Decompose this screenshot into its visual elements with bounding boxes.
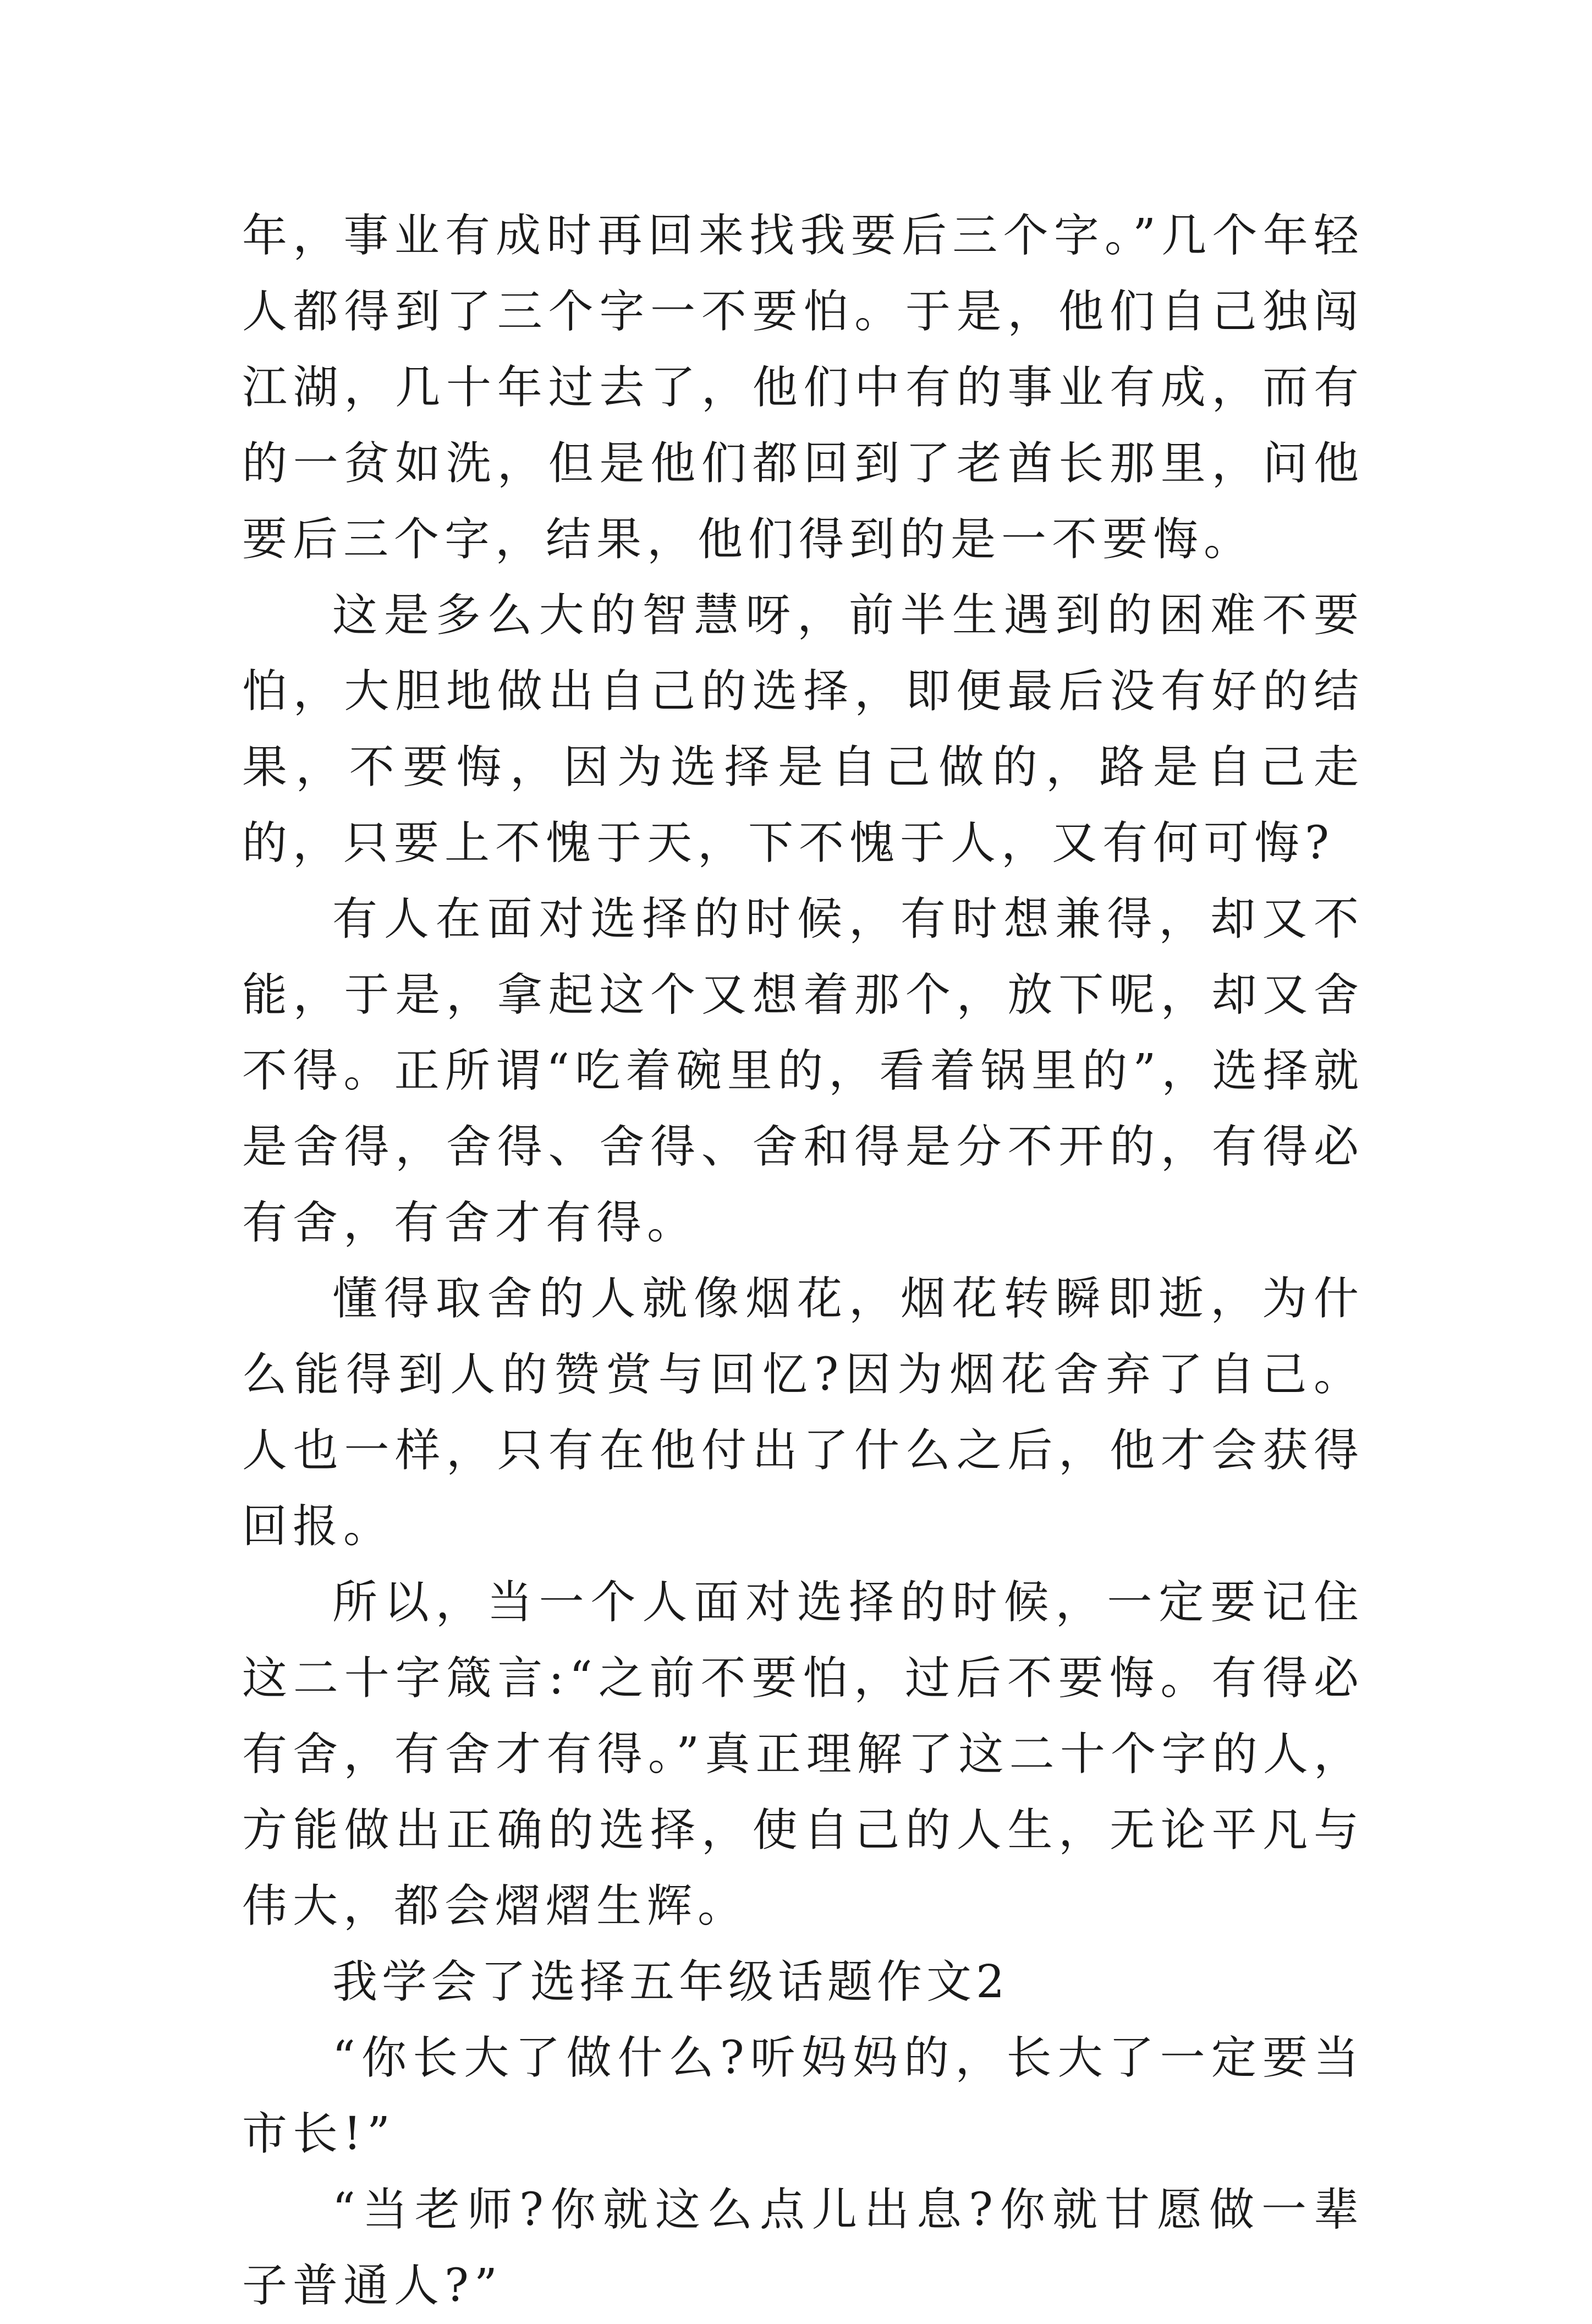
paragraph-conclusion: 所以，当一个人面对选择的时候，一定要记住这二十字箴言:“之前不要怕，过后不要悔。有得必有舍，有舍才有得。”真正理解了这二十个字的人，方能做出正确的选择，使自己的人生，无论平凡与伟大，都会熠熠生辉。 xyxy=(242,1576,1364,1932)
paragraph-fireworks: 懂得取舍的人就像烟花，烟花转瞬即逝，为什么能得到人的赞赏与回忆?因为烟花舍弃了自己。人也一样，只有在他付出了什么之后，他才会获得回报。 xyxy=(242,1273,1364,1553)
paragraph-wisdom: 这是多么大的智慧呀，前半生遇到的困难不要怕，大胆地做出自己的选择，即便最后没有好的结果，不要悔，因为选择是自己做的，路是自己走的，只要上不愧于天，下不愧于人，又有何可悔? xyxy=(242,589,1364,869)
document-body xyxy=(242,198,1364,2324)
essay-title: 我学会了选择五年级话题作文2 xyxy=(332,1956,1009,2008)
paragraph-choice: 有人在面对选择的时候，有时想兼得，却又不能，于是，拿起这个又想着那个，放下呢，却又舍不得。正所谓“吃着碗里的，看着锅里的”，选择就是舍得，舍得、舍得、舍和得是分不开的，有得必有舍，有舍才有得。 xyxy=(242,893,1364,1249)
quote-mayor: “你长大了做什么?听妈妈的，长大了一定要当市长!” xyxy=(242,2032,1364,2160)
quote-teacher: “当老师?你就这么点儿出息?你就甘愿做一辈子普通人?” xyxy=(242,2184,1364,2312)
paragraph-continuation: 年，事业有成时再回来找我要后三个字。”几个年轻人都得到了三个字一不要怕。于是，他们自己独闯江湖，几十年过去了，他们中有的事业有成，而有的一贫如洗，但是他们都回到了老酋长那里，问他要后三个字，结果，他们得到的是一不要悔。 xyxy=(242,210,1364,566)
